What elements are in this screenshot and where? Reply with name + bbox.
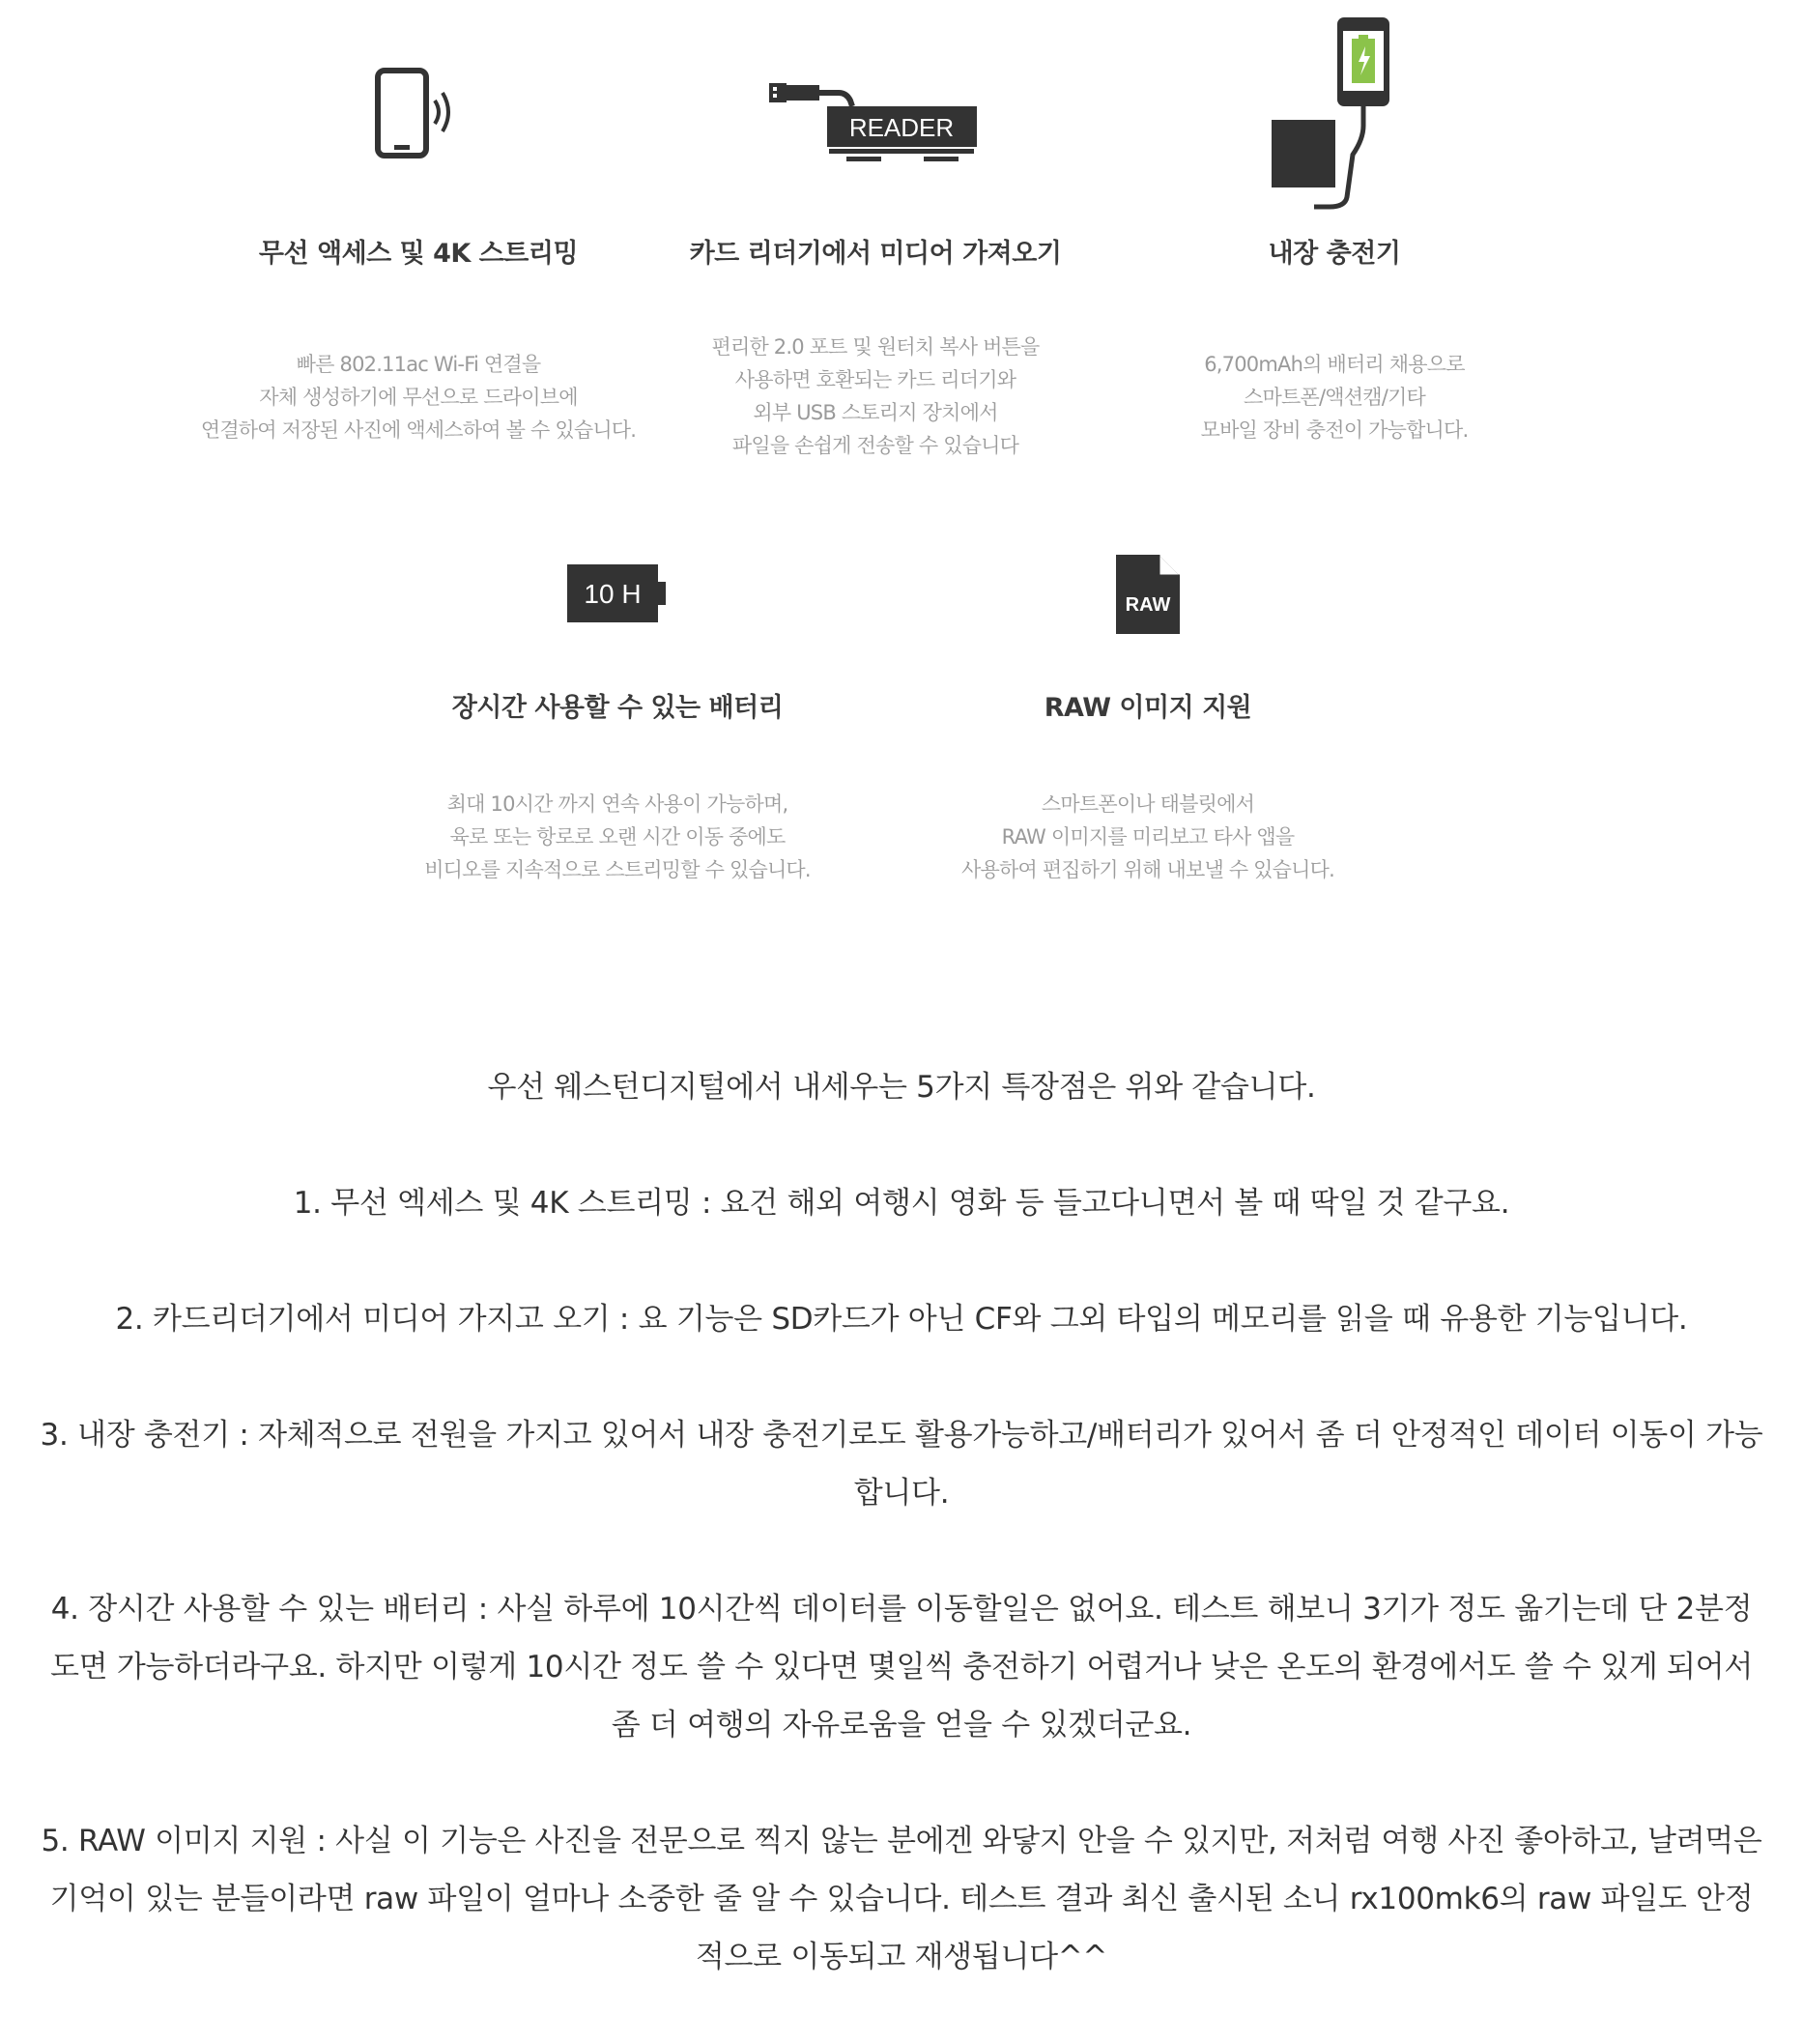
- power-bank-charging-icon: [1272, 14, 1397, 216]
- feature-title: 장시간 사용할 수 있는 배터리: [451, 693, 784, 723]
- desc-line: 최대 10시간 까지 연속 사용이 가능하며,: [446, 792, 788, 816]
- article-intro: 우선 웨스턴디지털에서 내세우는 5가지 특장점은 위와 같습니다.: [487, 1070, 1316, 1105]
- article-paragraph-1: 1. 무선 엑세스 및 4K 스트리밍 : 요건 해외 여행시 영화 등 들고다니면서 볼 때 딱일 것 같구요.: [293, 1186, 1510, 1221]
- article-paragraph-2: 2. 카드리더기에서 미디어 가지고 오기 : 요 기능은 SD카드가 아닌 CF와 그외 타입의 메모리를 읽을 때 유용한 기능입니다.: [115, 1302, 1688, 1337]
- reader-label: READER: [848, 113, 955, 142]
- desc-line: 연결하여 저장된 사진에 액세스하여 볼 수 있습니다.: [200, 418, 637, 442]
- feature-title: 내장 충전기: [1268, 239, 1401, 269]
- desc-line: 모바일 장비 충전이 가능합니다.: [1200, 418, 1469, 442]
- raw-file-icon: [1114, 553, 1182, 636]
- desc-line: 사용하여 편집하기 위해 내보낼 수 있습니다.: [961, 858, 1334, 881]
- feature-description: [877, 788, 1418, 886]
- desc-line: 육로 또는 항로로 오랜 시간 이동 중에도: [449, 825, 786, 849]
- feature-title: 카드 리더기에서 미디어 가져오기: [689, 239, 1062, 269]
- battery-10h-icon: [567, 562, 668, 624]
- feature-description: [347, 788, 888, 886]
- desc-line: 빠른 802.11ac Wi-Fi 연결을: [296, 353, 541, 376]
- desc-line: RAW 이미지를 미리보고 타사 앱을: [1001, 825, 1295, 849]
- battery-label: 10 H: [584, 579, 642, 609]
- feature-title: RAW 이미지 지원: [1044, 693, 1252, 723]
- wireless-phone-icon: [375, 68, 462, 160]
- article-paragraph-3: 3. 내장 충전기 : 자체적으로 전원을 가지고 있어서 내장 충전기로도 활용가능하고/배터리가 있어서 좀 더 안정적인 데이터 이동이 가능합니다.: [40, 1418, 1763, 1511]
- desc-line: 파일을 손쉽게 전송할 수 있습니다: [731, 434, 1019, 457]
- feature-description: [1064, 348, 1605, 446]
- desc-line: 6,700mAh의 배터리 채용으로: [1204, 353, 1465, 376]
- article-paragraph-4: 4. 장시간 사용할 수 있는 배터리 : 사실 하루에 10시간씩 데이터를 이동할일은 없어요. 테스트 해보니 3기가 정도 옮기는데 단 2분정도면 가능하더라구요. 하지만 이렇게 10시간 정도 쓸 수 있다면 몇일씩 충전하기 어렵거나 낮은 온도의 환경에서도 쓸 수 있게 되어서 좀 더 여행의 자유로움을 얻을 수 있겠더군요.: [50, 1592, 1753, 1742]
- article-body: [39, 1058, 1764, 2044]
- feature-title: 무선 액세스 및 4K 스트리밍: [258, 239, 579, 269]
- desc-line: 사용하면 호환되는 카드 리더기와: [734, 368, 1016, 391]
- desc-line: 자체 생성하기에 무선으로 드라이브에: [259, 386, 578, 409]
- desc-line: 편리한 2.0 포트 및 원터치 복사 버튼을: [711, 335, 1040, 359]
- desc-line: 스마트폰이나 태블릿에서: [1041, 792, 1255, 816]
- card-reader-icon: [769, 77, 982, 166]
- article-paragraph-5: 5. RAW 이미지 지원 : 사실 이 기능은 사진을 전문으로 찍지 않는 분에겐 와닿지 안을 수 있지만, 저처럼 여행 사진 좋아하고, 날려먹은 기억이 있는 분들이라면 raw 파일이 얼마나 소중한 줄 알 수 있습니다. 테스트 결과 최신 출시된 소니 rx100mk6의 raw 파일도 안정적으로 이동되고 재생됩니다^^: [41, 1824, 1762, 1974]
- desc-line: 외부 USB 스토리지 장치에서: [753, 401, 998, 424]
- desc-line: 스마트폰/액션캠/기타: [1244, 386, 1425, 409]
- desc-line: 비디오를 지속적으로 스트리밍할 수 있습니다.: [424, 858, 811, 881]
- raw-label: RAW: [1125, 594, 1171, 616]
